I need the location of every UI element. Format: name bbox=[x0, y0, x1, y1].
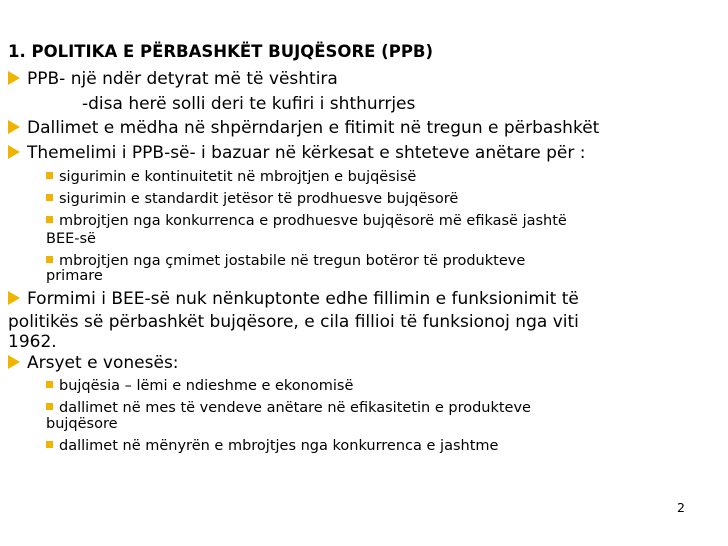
square-bullet-icon bbox=[46, 256, 53, 263]
sub-bullet-text: dallimet në mes të vendeve anëtare në efikasitetin e produkteve bbox=[59, 400, 531, 416]
square-bullet-icon bbox=[46, 172, 53, 179]
arrow-bullet-icon bbox=[8, 120, 20, 134]
sub-bullet-item bbox=[46, 401, 531, 416]
bullet-text: Themelimi i PPB-së- i bazuar në kërkesat e shteteve anëtare për : bbox=[27, 143, 586, 163]
sub-bullet-item bbox=[46, 192, 458, 207]
page-number: 2 bbox=[677, 500, 685, 515]
sub-bullet-item bbox=[46, 214, 567, 229]
arrow-bullet-icon bbox=[8, 355, 20, 369]
square-bullet-icon bbox=[46, 441, 53, 448]
sub-bullet-text: dallimet në mënyrën e mbrojtjes nga konkurrenca e jashtme bbox=[59, 438, 499, 454]
sub-bullet-text: mbrojtjen nga çmimet jostabile në tregun botëror të produkteve bbox=[59, 253, 526, 269]
square-bullet-icon bbox=[46, 403, 53, 410]
bullet-item bbox=[8, 291, 579, 308]
sub-bullet-item bbox=[46, 254, 525, 269]
arrow-bullet-icon bbox=[8, 145, 20, 159]
square-bullet-icon bbox=[46, 216, 53, 223]
sub-bullet-text: sigurimin e standardit jetësor të prodhuesve bujqësorë bbox=[59, 191, 459, 207]
arrow-bullet-icon bbox=[8, 71, 20, 85]
bullet-item bbox=[8, 145, 586, 162]
square-bullet-icon bbox=[46, 194, 53, 201]
bullet-item bbox=[8, 355, 179, 372]
sub-bullet-item bbox=[46, 170, 416, 185]
sub-bullet-item bbox=[46, 439, 498, 454]
sub-bullet-continuation: BEE-së bbox=[46, 231, 96, 247]
sub-bullet-continuation: bujqësore bbox=[46, 416, 118, 432]
sub-bullet-text: bujqësia – lëmi e ndieshme e ekonomisë bbox=[59, 378, 354, 394]
bullet-text: Dallimet e mëdha në shpërndarjen e fitimit në tregun e përbashkët bbox=[27, 118, 600, 138]
sub-bullet-text: mbrojtjen nga konkurrenca e prodhuesve bujqësorë më efikasë jashtë bbox=[59, 213, 567, 229]
bullet-item bbox=[8, 71, 338, 88]
bullet-text: PPB- një ndër detyrat më të vështira bbox=[27, 69, 338, 89]
bullet-continuation: -disa herë solli deri te kufiri i shthurrjes bbox=[82, 94, 416, 114]
slide-title: 1. POLITIKA E PËRBASHKËT BUJQËSORE (PPB) bbox=[8, 42, 434, 61]
arrow-bullet-icon bbox=[8, 291, 20, 305]
sub-bullet-text: sigurimin e kontinuitetit në mbrojtjen e bujqësisë bbox=[59, 169, 417, 185]
bullet-text: Arsyet e vonesës: bbox=[27, 353, 179, 373]
bullet-text: Formimi i BEE-së nuk nënkuptonte edhe fillimin e funksionimit të bbox=[27, 289, 579, 309]
bullet-item bbox=[8, 120, 599, 137]
square-bullet-icon bbox=[46, 381, 53, 388]
bullet-continuation: 1962. bbox=[8, 332, 57, 352]
sub-bullet-continuation: primare bbox=[46, 268, 103, 284]
bullet-continuation: politikës së përbashkët bujqësore, e cila fillioi të funksionoj nga viti bbox=[8, 312, 579, 332]
sub-bullet-item bbox=[46, 379, 353, 394]
